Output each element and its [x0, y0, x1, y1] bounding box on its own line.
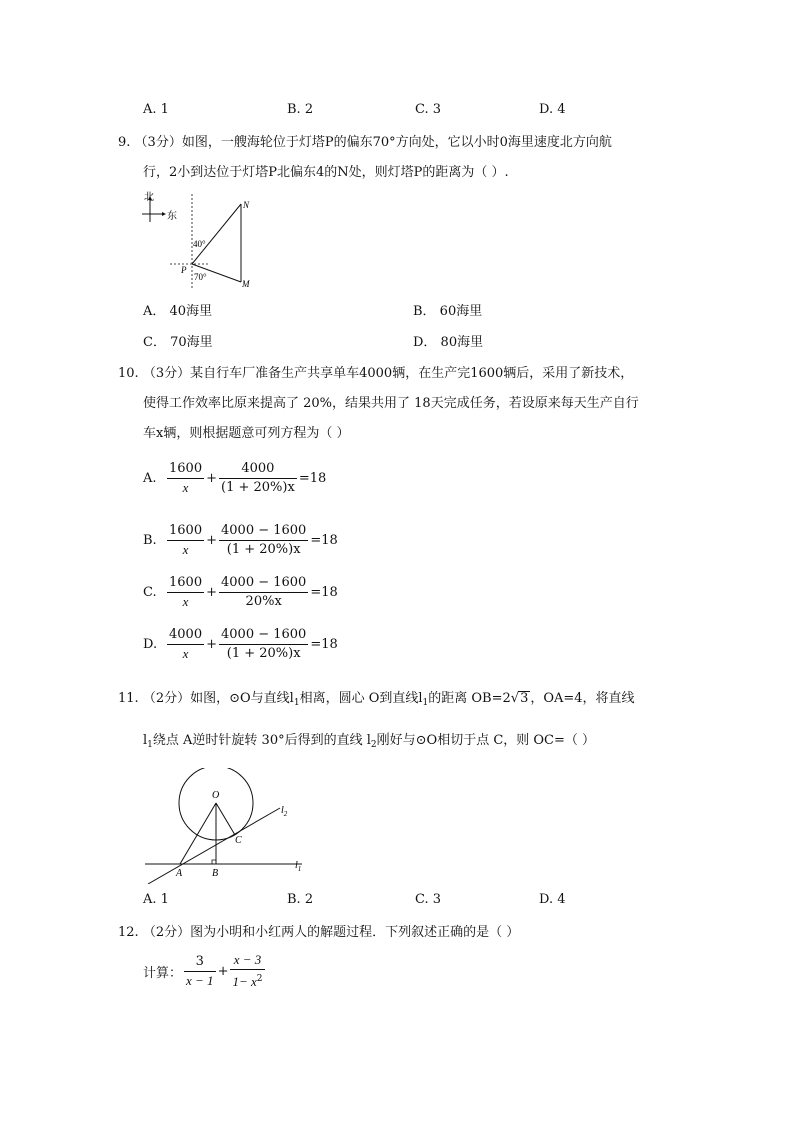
label-l2: $l_2$ — [281, 805, 288, 818]
q8-option-c: C. 3 — [415, 102, 442, 117]
q11-figure — [140, 768, 320, 884]
q11-text-1b: 相离，圆心 O到直线l — [299, 691, 423, 706]
fraction: $\frac{x - 3}{1- x^2}$ — [232, 952, 263, 989]
q9-figure — [140, 190, 260, 292]
q10-option-a — [143, 461, 326, 496]
q12-number: 12. — [118, 925, 139, 940]
q11-line1 — [118, 689, 635, 713]
plus: + — [206, 533, 217, 548]
angle-70-label: 70° — [194, 272, 207, 282]
rhs: =18 — [310, 533, 338, 548]
option-label: C. — [143, 585, 157, 600]
q9-text-1: 如图，一艘海轮位于灯塔P的偏东70°方向处，它以小时0海里速度北方向航 — [181, 135, 612, 150]
plus: + — [217, 964, 229, 979]
fraction: $\frac{4000 - 1600}{(1 + 20\%)x}$ — [221, 523, 307, 557]
rhs: =18 — [298, 471, 327, 486]
plus: + — [206, 471, 217, 486]
q11-number: 11. — [118, 691, 139, 706]
sqrt-value: 3 — [520, 691, 529, 706]
segment-OC — [216, 803, 235, 835]
q8-option-d: D. 4 — [539, 102, 566, 117]
fraction: $\frac{3}{x - 1}$ — [186, 954, 214, 988]
q10-text-2: 使得工作效率比原来提高了 20%，结果共用了 18天完成任务，若设原来每天生产自行 — [143, 396, 639, 411]
q11-sub: 1 — [293, 698, 300, 708]
q11-text-1a: 如图，⊙O与直线l — [190, 691, 294, 706]
rhs: =18 — [310, 637, 338, 652]
fraction: $\frac{4000 - 1600}{(1 + 20\%)x}$ — [221, 627, 307, 661]
q11-option-b: B. 2 — [287, 892, 314, 907]
calc-label: 计算： — [143, 966, 183, 981]
fraction: $\frac{1600}{x}$ — [169, 523, 203, 557]
q9-number: 9. — [118, 135, 131, 150]
q10-option-c — [143, 575, 338, 610]
q9-score: （3分） — [134, 135, 182, 150]
q10-option-d — [143, 627, 338, 662]
compass-east-arrow — [162, 212, 166, 216]
q12-text: 图为小明和小红两人的解题过程．下列叙述正确的是（ ） — [190, 925, 520, 940]
label-O: O — [212, 790, 220, 801]
label-C: C — [235, 835, 242, 846]
q11-text-2c: 刚好与⊙O相切于点 C，则 OC=（ ） — [376, 733, 596, 748]
fraction: $\frac{4000}{x}$ — [169, 627, 203, 661]
compass-north-label: 北 — [144, 192, 154, 203]
q12-line1 — [118, 923, 519, 943]
fraction: $\frac{4000 - 1600}{20\%x}$ — [221, 575, 307, 609]
q11-sub: 1 — [147, 740, 153, 750]
sqrt-symbol: √ — [510, 691, 520, 706]
q11-text-2b: 绕点 A逆时针旋转 30°后得到的直线 l — [152, 733, 371, 748]
option-label: B. — [143, 533, 157, 548]
fraction: $\frac{1600}{x}$ — [169, 575, 203, 609]
q10-number: 10. — [118, 366, 139, 381]
label-B: B — [212, 868, 219, 879]
q8-option-a: A. 1 — [143, 102, 169, 117]
q11-score: （2分） — [142, 691, 191, 706]
option-label: D. — [143, 637, 158, 652]
q10-text-1: 某自行车厂准备生产共享单车4000辆，在生产完1600辆后，采用了新技术， — [190, 366, 634, 381]
label-M: M — [242, 279, 250, 289]
q11-sub: 1 — [422, 698, 429, 708]
q11-text-1c: 的距离 OB=2 — [428, 691, 511, 706]
q9-option-d: D． 80海里 — [413, 335, 484, 350]
rhs: =18 — [310, 585, 338, 600]
q9-option-b: B． 60海里 — [413, 304, 483, 319]
compass-east-label: 东 — [167, 211, 177, 222]
right-angle-mark — [212, 860, 216, 864]
label-P: P — [181, 265, 187, 275]
q11-line2 — [143, 731, 595, 755]
q10-line1 — [118, 364, 633, 384]
fraction: $\frac{1600}{x}$ — [169, 461, 203, 495]
label-l1: $l_1$ — [295, 860, 302, 873]
q11-option-c: C. 3 — [415, 892, 442, 907]
q11-sub: 2 — [370, 740, 377, 750]
q10-text-3: 车x辆，则根据题意可列方程为（ ） — [143, 426, 350, 441]
q9-option-a: A． 40海里 — [143, 304, 213, 319]
q11-text-2a: l — [143, 733, 148, 748]
q9-line1 — [118, 133, 612, 153]
q12-expression — [143, 952, 267, 991]
q11-text-1d: ，OA=4，将直线 — [530, 691, 635, 706]
label-N: N — [243, 200, 250, 210]
q10-score: （3分） — [142, 366, 191, 381]
q11-option-a: A. 1 — [143, 892, 169, 907]
q10-option-b — [143, 523, 338, 558]
segment-PN — [192, 204, 241, 264]
plus: + — [206, 637, 217, 652]
fraction: $\frac{4000}{(1 + 20\%)x}$ — [221, 461, 295, 495]
plus: + — [206, 585, 217, 600]
q12-score: （2分） — [142, 925, 191, 940]
q11-option-d: D. 4 — [539, 892, 566, 907]
option-label: A. — [143, 471, 157, 486]
q9-text-2: 行，2小到达位于灯塔P北偏东4的N处，则灯塔P的距离为（ ）. — [143, 165, 509, 180]
q9-option-c: C． 70海里 — [143, 335, 213, 350]
q8-option-b: B. 2 — [287, 102, 314, 117]
angle-40-label: 40° — [193, 239, 206, 249]
label-A: A — [176, 868, 183, 879]
